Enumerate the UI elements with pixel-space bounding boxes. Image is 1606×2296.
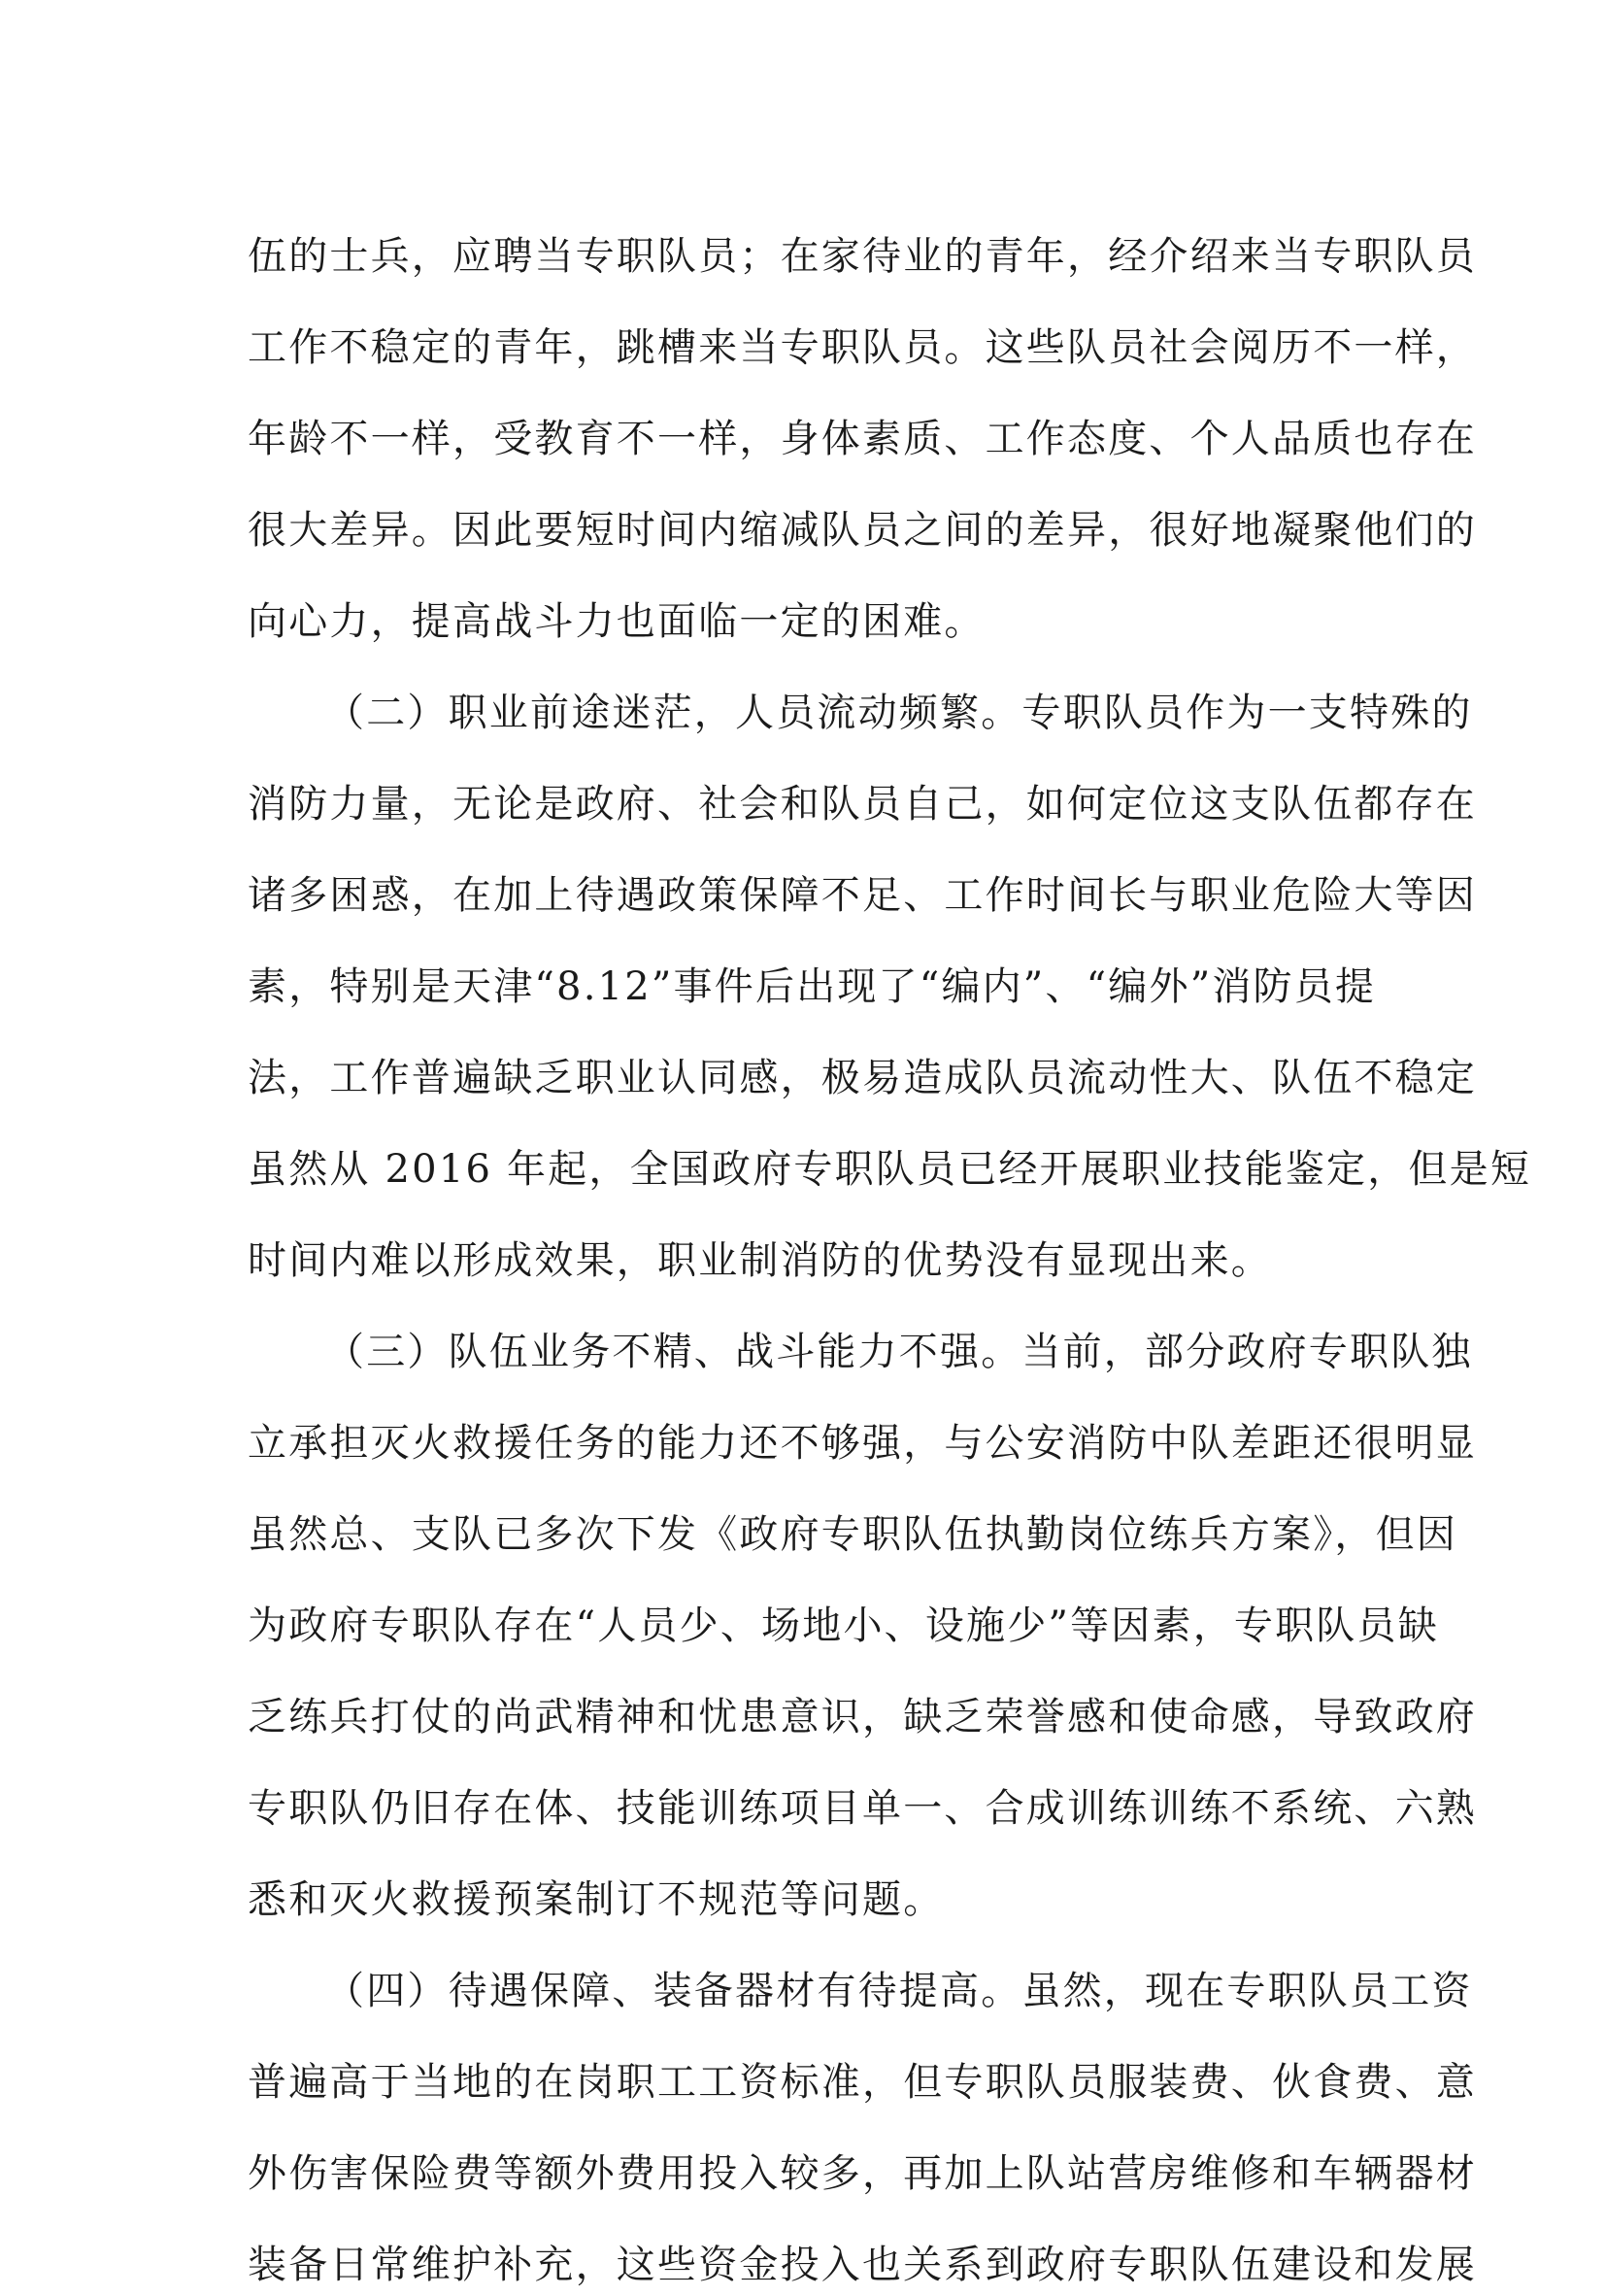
- paragraph-heading-3: （三）队伍业务不精、战斗能力不强。当前，部分政府专职队独: [325, 1330, 1473, 1374]
- text-line: 普遍高于当地的在岗职工工资标准，但专职队员服装费、伙食费、意: [248, 2060, 1477, 2105]
- text-line: 很大差异。因此要短时间内缩减队员之间的差异，很好地凝聚他们的: [248, 508, 1477, 553]
- text-line: 年龄不一样，受教育不一样，身体素质、工作态度、个人品质也存在: [248, 417, 1477, 461]
- text-line: 时间内难以形成效果，职业制消防的优势没有显现出来。: [248, 1238, 1272, 1283]
- text-line: 为政府专职队存在“人员少、场地小、设施少”等因素，专职队员缺: [248, 1604, 1439, 1648]
- text-line: 伍的士兵，应聘当专职队员；在家待业的青年，经介绍来当专职队员: [248, 234, 1477, 279]
- text-line: 乏练兵打仗的尚武精神和忧患意识，缺乏荣誉感和使命感，导致政府: [248, 1695, 1477, 1739]
- text-line: 悉和灭火救援预案制订不规范等问题。: [248, 1877, 945, 1922]
- text-line: 虽然总、支队已多次下发《政府专职队伍执勤岗位练兵方案》，但因: [248, 1512, 1457, 1557]
- text-line: 工作不稳定的青年，跳槽来当专职队员。这些队员社会阅历不一样，: [248, 325, 1477, 370]
- text-line: 外伤害保险费等额外费用投入较多，再加上队站营房维修和车辆器材: [248, 2151, 1477, 2196]
- text-line: 素，特别是天津“8.12”事件后出现了“编内”、“编外”消防员提: [248, 964, 1377, 1009]
- text-line: 诸多困惑，在加上待遇政策保障不足、工作时间长与职业危险大等因: [248, 873, 1477, 918]
- text-line: 专职队仍旧存在体、技能训练项目单一、合成训练训练不系统、六熟: [248, 1786, 1477, 1831]
- text-line: 消防力量，无论是政府、社会和队员自己，如何定位这支队伍都存在: [248, 782, 1477, 827]
- text-line: 向心力，提高战斗力也面临一定的困难。: [248, 599, 986, 644]
- paragraph-heading-4: （四）待遇保障、装备器材有待提高。虽然，现在专职队员工资: [325, 1969, 1473, 2013]
- text-line: 虽然从 2016 年起，全国政府专职队员已经开展职业技能鉴定，但是短: [248, 1147, 1532, 1192]
- text-line: 法，工作普遍缺乏职业认同感，极易造成队员流动性大、队伍不稳定: [248, 1056, 1477, 1100]
- text-line: 装备日常维护补充，这些资金投入也关系到政府专职队伍建设和发展: [248, 2243, 1477, 2287]
- text-line: 立承担灭火救援任务的能力还不够强，与公安消防中队差距还很明显: [248, 1421, 1477, 1466]
- paragraph-heading-2: （二）职业前途迷茫，人员流动频繁。专职队员作为一支特殊的: [325, 691, 1473, 735]
